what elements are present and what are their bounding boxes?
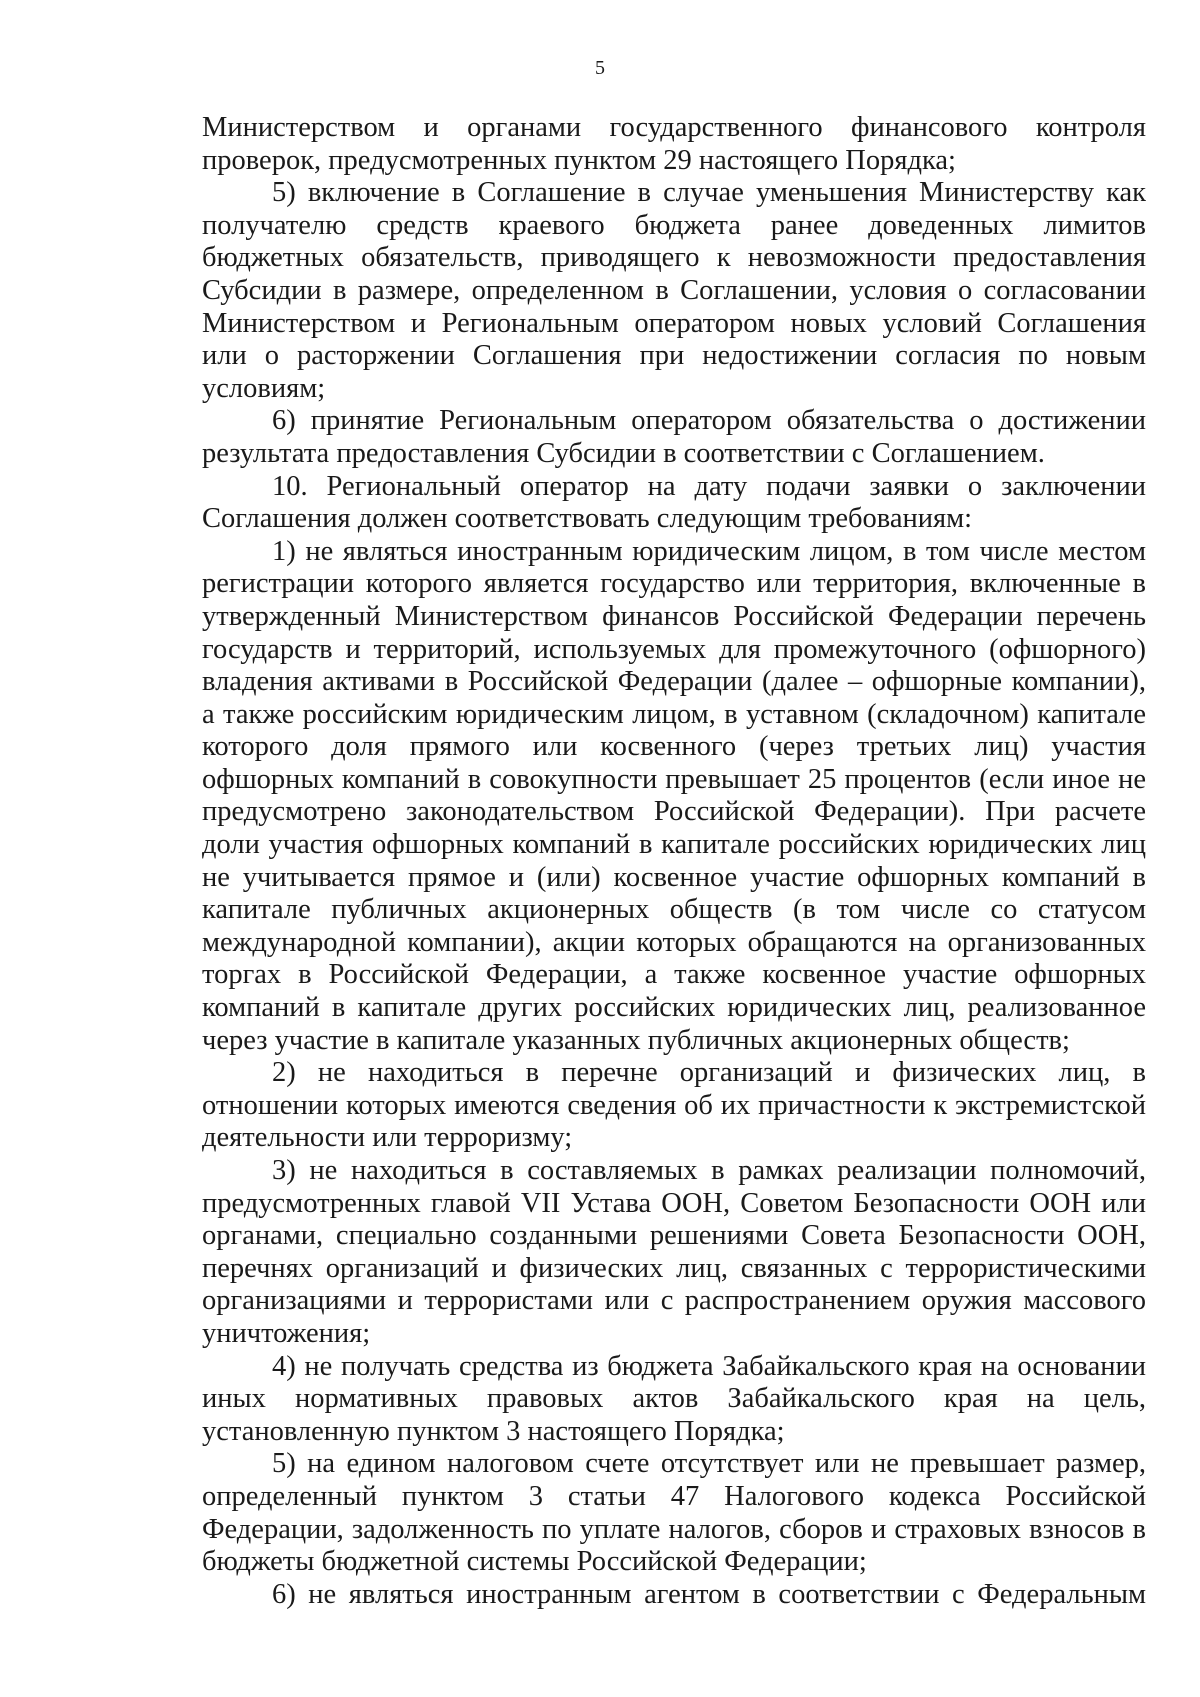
paragraph-requirement-2: 2) не находиться в перечне организаций и физических лиц, в отношении которых имеются сведения об их причастности к экстремистской деятельности или терроризму; <box>202 1057 1146 1154</box>
paragraph-requirement-4: 4) не получать средства из бюджета Забайкальского края на основании иных нормативных правовых актов Забайкальского края на цель, установленную пунктом 3 настоящего Порядка; <box>202 1350 1146 1447</box>
paragraph-requirement-1: 1) не являться иностранным юридическим лицом, в том числе местом регистрации которого является государство или территория, включенные в утвержденный Министерством финансов Российской Федерации перечень государств и территорий, используемых для промежуточного (офшорного) владения активами в Российской Федерации (далее – офшорные компании), а также российским юридическим лицом, в уставном (складочном) капитале которого доля прямого или косвенного (через третьих лиц) участия офшорных компаний в совокупности превышает 25 процентов (если иное не предусмотрено законодательством Российской Федерации). При расчете доли участия офшорных компаний в капитале российских юридических лиц не учитывается прямое и (или) косвенное участие офшорных компаний в капитале публичных акционерных обществ (в том числе со статусом международной компании), акции которых обращаются на организованных торгах в Российской Федерации, а также косвенное участие офшорных компаний в капитале других российских юридических лиц, реализованное через участие в капитале указанных публичных акционерных обществ; <box>202 535 1146 1056</box>
paragraph-item-6: 6) принятие Региональным оператором обязательства о достижении результата предоставления Субсидии в соответствии с Соглашением. <box>202 405 1146 469</box>
paragraph-item-5: 5) включение в Соглашение в случае уменьшения Министерству как получателю средств краевого бюджета ранее доведенных лимитов бюджетных обязательств, приводящего к невозможности предоставления Субсидии в размере, определенном в Соглашении, условия о согласовании Министерством и Региональным оператором новых условий Соглашения или о расторжении Соглашения при недостижении согласия по новым условиям; <box>202 177 1146 404</box>
page-number: 5 <box>595 57 605 79</box>
paragraph-requirement-5: 5) на едином налоговом счете отсутствует или не превышает размер, определенный пунктом 3 статьи 47 Налогового кодекса Российской Федерации, задолженность по уплате налогов, сборов и страховых взносов в бюджеты бюджетной системы Российской Федерации; <box>202 1448 1146 1578</box>
paragraph-requirement-6: 6) не являться иностранным агентом в соответствии с Федеральным <box>272 1578 1146 1610</box>
paragraph-requirement-3: 3) не находиться в составляемых в рамках реализации полномочий, предусмотренных главой VII Устава ООН, Советом Безопасности ООН или органами, специально созданными решениями Совета Безопасности ООН, перечнях организаций и физических лиц, связанных с террористическими организациями и террористами или с распространением оружия массового уничтожения; <box>202 1155 1146 1349</box>
document-body <box>202 112 1146 1611</box>
paragraph-clause-10: 10. Региональный оператор на дату подачи заявки о заключении Соглашения должен соответствовать следующим требованиям: <box>202 470 1146 535</box>
paragraph-continuation: Министерством и органами государственного финансового контроля проверок, предусмотренных пунктом 29 настоящего Порядка; <box>202 112 1146 176</box>
